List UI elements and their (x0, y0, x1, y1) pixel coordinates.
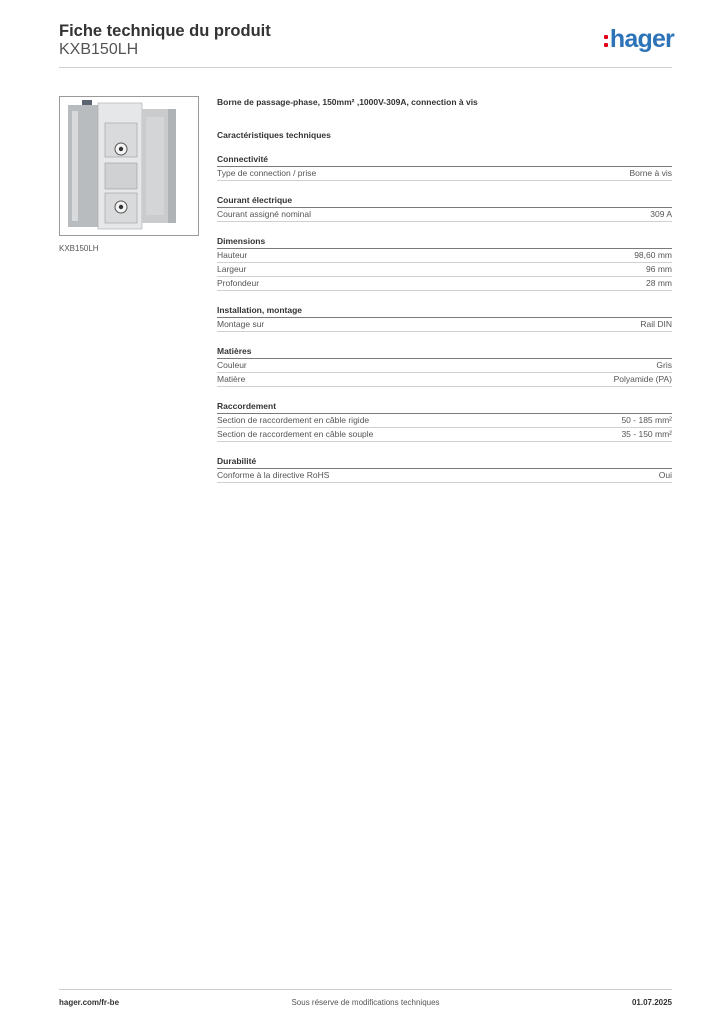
spec-group-title: Raccordement (217, 401, 672, 414)
product-description: Borne de passage-phase, 150mm² ,1000V-309A, connection à vis (217, 97, 478, 107)
spec-row (217, 428, 672, 442)
spec-group-installation (217, 305, 672, 332)
spec-row (217, 167, 672, 181)
spec-row (217, 469, 672, 483)
spec-label: Conforme à la directive RoHS (217, 470, 330, 480)
product-image (59, 96, 199, 236)
spec-value: 28 mm (646, 278, 672, 288)
spec-row (217, 277, 672, 291)
spec-group-dimensions (217, 236, 672, 291)
section-heading: Caractéristiques techniques (217, 130, 331, 140)
spec-row (217, 208, 672, 222)
logo-dots-icon (604, 35, 608, 47)
logo-wordmark: hager (609, 25, 674, 53)
spec-label: Courant assigné nominal (217, 209, 312, 219)
spec-value: 98,60 mm (634, 250, 672, 260)
spec-value: 96 mm (646, 264, 672, 274)
spec-group-courant-electrique (217, 195, 672, 222)
document-title: Fiche technique du produit (59, 22, 271, 40)
hager-logo (604, 26, 674, 52)
header-divider (59, 67, 672, 68)
spec-label: Section de raccordement en câble rigide (217, 415, 370, 425)
spec-row (217, 318, 672, 332)
spec-value: Oui (658, 470, 672, 480)
spec-group-title: Connectivité (217, 154, 672, 167)
spec-group-title: Dimensions (217, 236, 672, 249)
spec-value: 309 A (650, 209, 672, 219)
spec-label: Montage sur (217, 319, 265, 329)
spec-group-title: Matières (217, 346, 672, 359)
spec-label: Hauteur (217, 250, 248, 260)
spec-value: Rail DIN (640, 319, 672, 329)
spec-value: Gris (656, 360, 672, 370)
product-content (217, 96, 672, 483)
spec-label: Matière (217, 374, 246, 384)
spec-label: Couleur (217, 360, 247, 370)
spec-value: 35 - 150 mm² (621, 429, 672, 439)
spec-row (217, 414, 672, 428)
spec-value: Borne à vis (629, 168, 672, 178)
footer-notice: Sous réserve de modifications techniques (291, 998, 440, 1007)
spec-row (217, 249, 672, 263)
spec-label: Profondeur (217, 278, 260, 288)
spec-group-title: Installation, montage (217, 305, 672, 318)
spec-row (217, 359, 672, 373)
footer-divider (59, 989, 672, 990)
spec-group-matieres (217, 346, 672, 387)
document-header (59, 22, 271, 59)
spec-group-durabilite (217, 456, 672, 483)
spec-value: 50 - 185 mm² (621, 415, 672, 425)
terminal-block-illustration (60, 97, 198, 235)
product-reference: KXB150LH (59, 41, 139, 58)
spec-value: Polyamide (PA) (613, 374, 672, 384)
footer-website-link[interactable]: hager.com/fr-be (59, 998, 120, 1007)
spec-label: Largeur (217, 264, 247, 274)
spec-row (217, 263, 672, 277)
spec-group-connectivite (217, 154, 672, 181)
image-caption: KXB150LH (59, 244, 99, 253)
spec-group-title: Courant électrique (217, 195, 672, 208)
spec-row (217, 373, 672, 387)
spec-label: Type de connection / prise (217, 168, 317, 178)
spec-group-title: Durabilité (217, 456, 672, 469)
page-footer (59, 998, 672, 1010)
spec-label: Section de raccordement en câble souple (217, 429, 374, 439)
spec-group-raccordement (217, 401, 672, 442)
footer-date: 01.07.2025 (631, 998, 672, 1007)
